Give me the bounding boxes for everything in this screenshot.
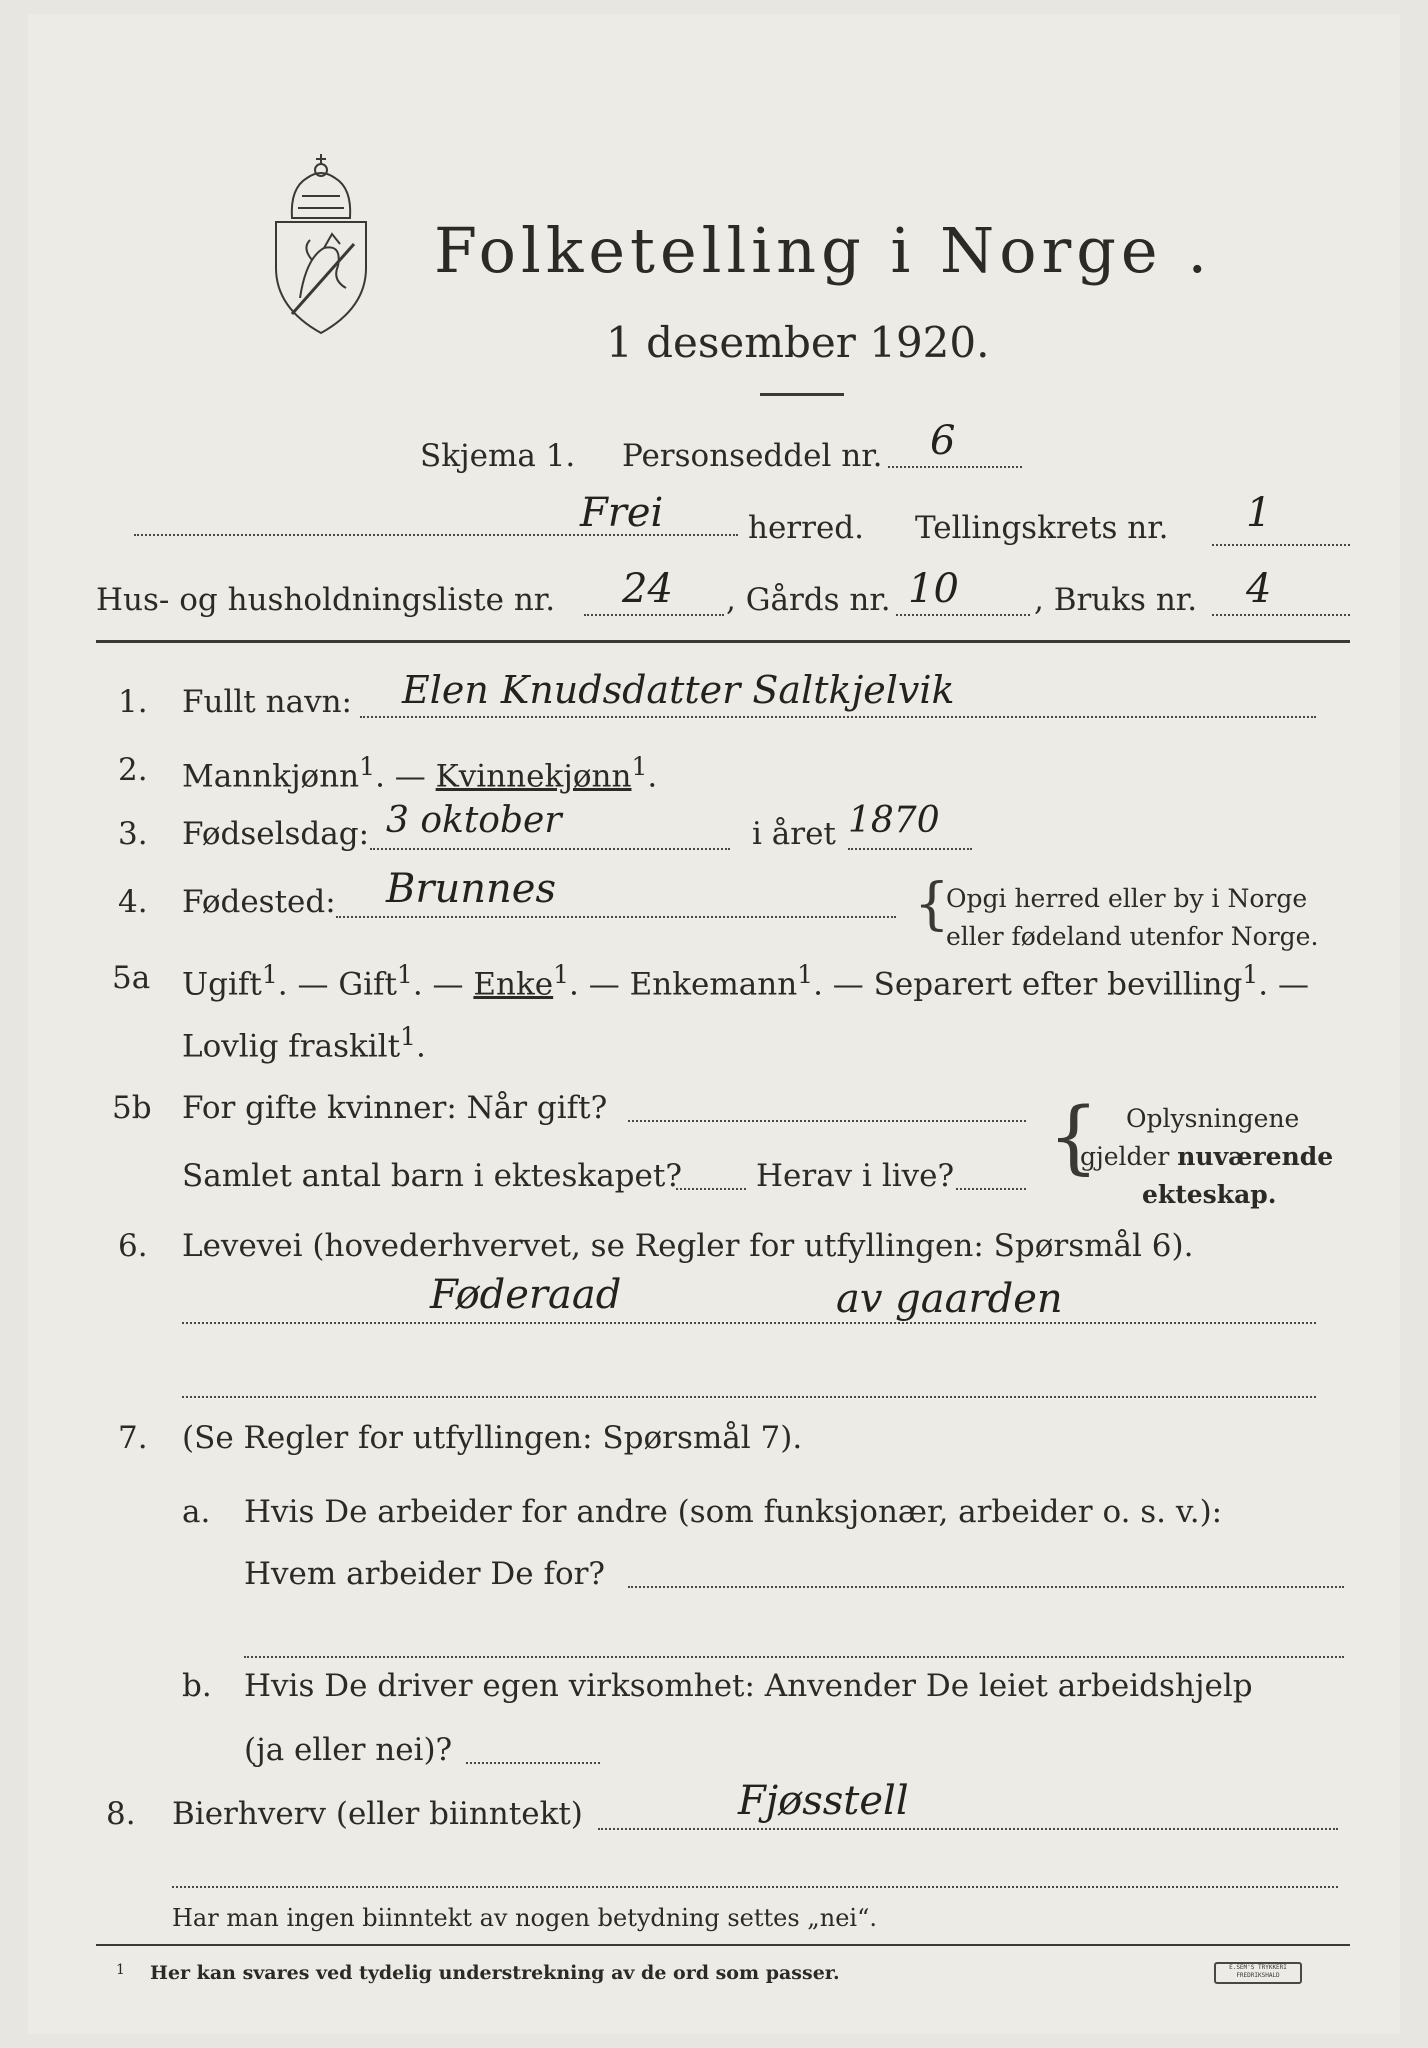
q6-number: 6. [118, 1228, 148, 1264]
q5b-note-line3: ekteskap. [1142, 1180, 1277, 1209]
q4-number: 4. [118, 884, 148, 920]
bierhverv-value: Fjøsstell [738, 1778, 909, 1824]
personseddel-label: Personseddel nr. [622, 438, 883, 474]
q5b-brace: { [1048, 1090, 1099, 1183]
q3-line [370, 848, 730, 850]
bruks-label: , Bruks nr. [1034, 582, 1198, 618]
footer-note: Har man ingen biinntekt av nogen betydning settes „nei“. [172, 1904, 877, 1932]
full-name-value: Elen Knudsdatter Saltkjelvik [402, 668, 955, 712]
header-rule [96, 640, 1350, 643]
q7-number: 7. [118, 1420, 148, 1456]
kvinnekjonn-underlined: Kvinnekjønn [435, 758, 632, 795]
hus-value: 24 [622, 566, 673, 612]
q8-line [598, 1828, 1338, 1830]
q8-line2 [172, 1886, 1338, 1888]
q3-year-line [848, 848, 972, 850]
gards-line [896, 614, 1030, 616]
q3-year-label: i året [752, 816, 836, 852]
q8-number: 8. [106, 1796, 136, 1832]
q7b-line [466, 1762, 600, 1764]
herred-label: herred. [748, 510, 864, 546]
tellingskrets-line [1212, 544, 1350, 546]
tellingskrets-label: Tellingskrets nr. [915, 510, 1169, 546]
q5a-options: Ugift$^1$. — Gift$^1$. — Enke$^1$. — Enkemann$^1$. — Separert efter bevilling$^1$. — [182, 960, 1309, 1003]
q7b-letter: b. [182, 1668, 212, 1704]
personseddel-value: 6 [930, 418, 956, 464]
q5b-barn-label: Samlet antal barn i ekteskapet? [182, 1158, 682, 1194]
q1-label: Fullt navn: [182, 684, 352, 720]
hus-line [584, 614, 724, 616]
printer-stamp: E.SEM'S TRYKKERI FREDRIKSHALD [1214, 1962, 1302, 1984]
q6-line1 [182, 1322, 1316, 1324]
q5b-note-line1: Oplysningene [1126, 1104, 1300, 1133]
q8-label: Bierhverv (eller biinntekt) [172, 1796, 583, 1832]
enke-underlined: Enke [473, 966, 554, 1003]
census-date: 1 desember 1920. [606, 318, 990, 367]
q1-line [360, 716, 1316, 718]
q7a-sub: Hvem arbeider De for? [244, 1556, 606, 1592]
q3-number: 3. [118, 816, 148, 852]
q2-number: 2. [118, 752, 148, 788]
gards-value: 10 [908, 566, 959, 612]
page-title: Folketelling i Norge . [434, 214, 1213, 287]
q7b-text: Hvis De driver egen virksomhet: Anvender De leiet arbeidshjelp [244, 1668, 1253, 1704]
birthdate-value: 3 oktober [386, 800, 562, 841]
footer-rule [96, 1944, 1350, 1946]
hus-label: Hus- og husholdningsliste nr. [96, 582, 556, 618]
q4-note-line2: eller fødeland utenfor Norge. [946, 922, 1319, 951]
birthyear-value: 1870 [848, 800, 940, 841]
q6-label: Levevei (hovederhvervet, se Regler for utfyllingen: Spørsmål 6). [182, 1228, 1194, 1264]
q2-options: Mannkjønn$^1$. — Kvinnekjønn$^1$. [182, 752, 658, 795]
gards-label: , Gårds nr. [726, 582, 891, 618]
q4-label: Fødested: [182, 884, 336, 920]
q5b-note-line2: gjelder nuværende [1080, 1142, 1334, 1171]
skjema-label: Skjema 1. [420, 438, 576, 474]
q7a-text: Hvis De arbeider for andre (som funksjonær, arbeider o. s. v.): [244, 1494, 1223, 1530]
q5b-label: For gifte kvinner: Når gift? [182, 1090, 608, 1126]
q7a-letter: a. [182, 1494, 211, 1530]
levevei-value1: Føderaad [430, 1272, 622, 1318]
q4-line [336, 916, 896, 918]
title-divider [760, 393, 844, 396]
q5b-number: 5b [112, 1090, 152, 1126]
q7b-sub: (ja eller nei)? [244, 1732, 453, 1768]
personseddel-line [888, 466, 1022, 468]
q5b-gift-line [628, 1120, 1026, 1122]
q5a-number: 5a [112, 960, 151, 996]
q7-label: (Se Regler for utfyllingen: Spørsmål 7). [182, 1420, 803, 1456]
q5b-live-line [956, 1188, 1026, 1190]
q5b-live-label: Herav i live? [756, 1158, 955, 1194]
q6-line2 [182, 1396, 1316, 1398]
q4-brace: { [914, 872, 950, 937]
herred-value: Frei [580, 490, 664, 536]
birthplace-value: Brunnes [386, 866, 556, 912]
q1-number: 1. [118, 684, 148, 720]
q4-note-line1: Opgi herred eller by i Norge [946, 884, 1308, 913]
footnote-number: 1 [116, 1962, 125, 1978]
q3-label: Fødselsdag: [182, 816, 370, 852]
bruks-line [1212, 614, 1350, 616]
tellingskrets-value: 1 [1246, 490, 1272, 536]
q7a-line2 [244, 1656, 1344, 1658]
q7a-line1 [628, 1586, 1344, 1588]
norway-coat-of-arms-icon [262, 148, 380, 338]
q5a-fraskilt: Lovlig fraskilt$^1$. [182, 1022, 426, 1065]
levevei-value2: av gaarden [836, 1276, 1063, 1322]
footnote-text: Her kan svares ved tydelig understrekning av de ord som passer. [150, 1962, 840, 1984]
q5b-barn-line [676, 1188, 746, 1190]
bruks-value: 4 [1246, 566, 1272, 612]
